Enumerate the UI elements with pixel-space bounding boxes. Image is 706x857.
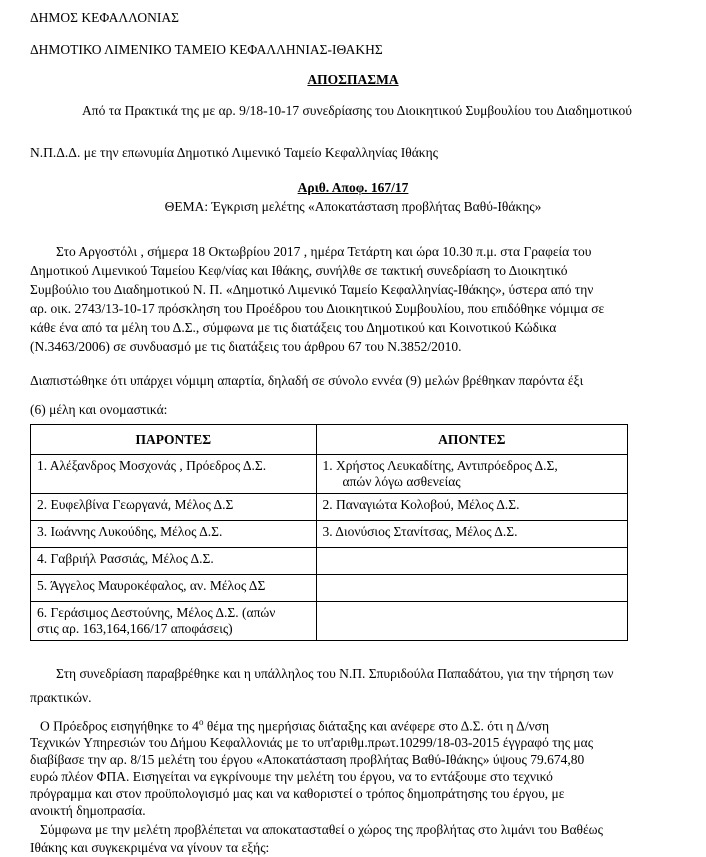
decision-subject: ΘΕΜΑ: Έγκριση μελέτης «Αποκατάσταση προβλήτας Βαθύ-Ιθάκης» — [164, 199, 542, 214]
present-member: 2. Ευφελβίνα Γεωργανά, Μέλος Δ.Σ — [31, 494, 317, 521]
present-header: ΠΑΡΟΝΤΕΣ — [31, 425, 317, 455]
quorum-line-2: (6) μέλη και ονομαστικά: — [30, 402, 168, 417]
paragraph-line: Δημοτικού Λιμενικού Ταμείου Κεφ/νίας και Ιθάκης, συνήλθε σε τακτική συνεδρίαση το Διοικητικό — [30, 263, 568, 278]
paragraph-line: ευρώ πλέον ΦΠΑ. Εισηγείται να εγκρίνουμε την μελέτη του έργου, να το εντάξουμε στο τεχνικό — [30, 769, 553, 784]
paragraph-line: ανοικτή δημοπρασία. — [30, 803, 146, 818]
document-title: ΑΠΟΣΠΑΣΜΑ — [307, 72, 399, 87]
present-member — [31, 602, 317, 641]
empty-cell — [316, 602, 627, 641]
absent-member-name: 1. Χρήστος Λευκαδίτης, Αντιπρόεδρος Δ.Σ, — [322, 458, 558, 473]
paragraph-line: κάθε ένα από τα μέλη του Δ.Σ., σύμφωνα με τις διατάξεις του Δημοτικού και Κοινοτικού Κώδικα — [30, 320, 557, 335]
intro-line-2: Ν.Π.Δ.Δ. με την επωνυμία Δημοτικό Λιμενικό Ταμείο Κεφαλληνίας Ιθάκης — [30, 145, 438, 160]
present-member-name: 6. Γεράσιμος Δεστούνης, Μέλος Δ.Σ. (απών — [37, 605, 276, 620]
paragraph-line: Συμβούλιο του Διαδημοτικού Ν. Π. «Δημοτικό Λιμενικό Ταμείο Κεφαλληνίας-Ιθάκης», ύστερα από την — [30, 282, 594, 297]
municipality-heading: ΔΗΜΟΣ ΚΕΦΑΛΛΟΝΙΑΣ — [30, 10, 180, 25]
absent-member-note: απών λόγω ασθενείας — [342, 474, 461, 489]
paragraph-line: Ο Πρόεδρος εισηγήθηκε το $4^o$ θέμα της ημερήσιας διάταξης και ανέφερε στο Δ.Σ. ότι η Δ/νση — [40, 717, 550, 734]
paragraph-line: πρόγραμμα και στον προϋπολογισμό μας και να καθοριστεί ο τρόπος δημοπράτησης του έργου, με — [30, 786, 565, 801]
absent-member: 3. Διονύσιος Στανίτσας, Μέλος Δ.Σ. — [316, 521, 627, 548]
paragraph-line: Σύμφωνα με την μελέτη προβλέπεται να αποκατασταθεί ο χώρος της προβλήτας στο λιμάνι του Βαθέως — [40, 822, 603, 837]
empty-cell — [316, 575, 627, 602]
absent-member: 2. Παναγιώτα Κολοβού, Μέλος Δ.Σ. — [316, 494, 627, 521]
present-member: 4. Γαβριήλ Ρασσιάς, Μέλος Δ.Σ. — [31, 548, 317, 575]
paragraph-line: διαβίβασε την αρ. 8/15 μελέτη του έργου «Αποκατάσταση προβλήτας Βαθύ-Ιθάκης» ύψους 79.674,80 — [30, 752, 585, 767]
paragraph-line: Στο Αργοστόλι , σήμερα 18 Οκτωβρίου 2017 , ημέρα Τετάρτη και ώρα 10.30 π.μ. στα Γραφεία του — [56, 244, 592, 259]
intro-line-1: Από τα Πρακτικά της με αρ. 9/18-10-17 συνεδρίασης του Διοικητικού Συμβουλίου του Διαδημοτικού — [82, 103, 632, 118]
present-member: 1. Αλέξανδρος Μοσχονάς , Πρόεδρος Δ.Σ. — [31, 455, 317, 494]
paragraph-line: Ιθάκης και συγκεκριμένα να γίνουν τα εξής: — [30, 840, 270, 855]
absent-member — [316, 455, 627, 494]
quorum-line-1: Διαπιστώθηκε ότι υπάρχει νόμιμη απαρτία, δηλαδή σε σύνολο εννέα (9) μελών βρέθηκαν παρόντα έξι — [30, 373, 584, 388]
clerk-line-2: πρακτικών. — [30, 690, 92, 705]
fund-heading: ΔΗΜΟΤΙΚΟ ΛΙΜΕΝΙΚΟ ΤΑΜΕΙΟ ΚΕΦΑΛΛΗΝΙΑΣ-ΙΘΑΚΗΣ — [30, 42, 383, 57]
present-member-note: στις αρ. 163,164,166/17 αποφάσεις) — [37, 621, 233, 636]
empty-cell — [316, 548, 627, 575]
attendance-table — [30, 424, 628, 641]
absent-header: ΑΠΟΝΤΕΣ — [316, 425, 627, 455]
paragraph-line: Τεχνικών Υπηρεσιών του Δήμου Κεφαλλονιάς με το υπ'αριθμ.πρωτ.10299/18-03-2015 έγγραφό της μας — [30, 735, 594, 750]
present-member: 3. Ιωάννης Λυκούδης, Μέλος Δ.Σ. — [31, 521, 317, 548]
clerk-line-1: Στη συνεδρίαση παραβρέθηκε και η υπάλληλος του Ν.Π. Σπυριδούλα Παπαδάτου, για την τήρηση των — [56, 666, 614, 681]
paragraph-line: (Ν.3463/2006) σε συνδυασμό με τις διατάξεις του άρθρου 67 του Ν.3852/2010. — [30, 339, 462, 354]
present-member: 5. Άγγελος Μαυροκέφαλος, αν. Μέλος ΔΣ — [31, 575, 317, 602]
decision-number: Αριθ. Αποφ. 167/17 — [297, 180, 409, 195]
paragraph-line: αρ. οικ. 2743/13-10-17 πρόσκληση του Προέδρου του Διοικητικού Συμβουλίου, που επιδόθηκε νόμιμα σε — [30, 301, 605, 316]
